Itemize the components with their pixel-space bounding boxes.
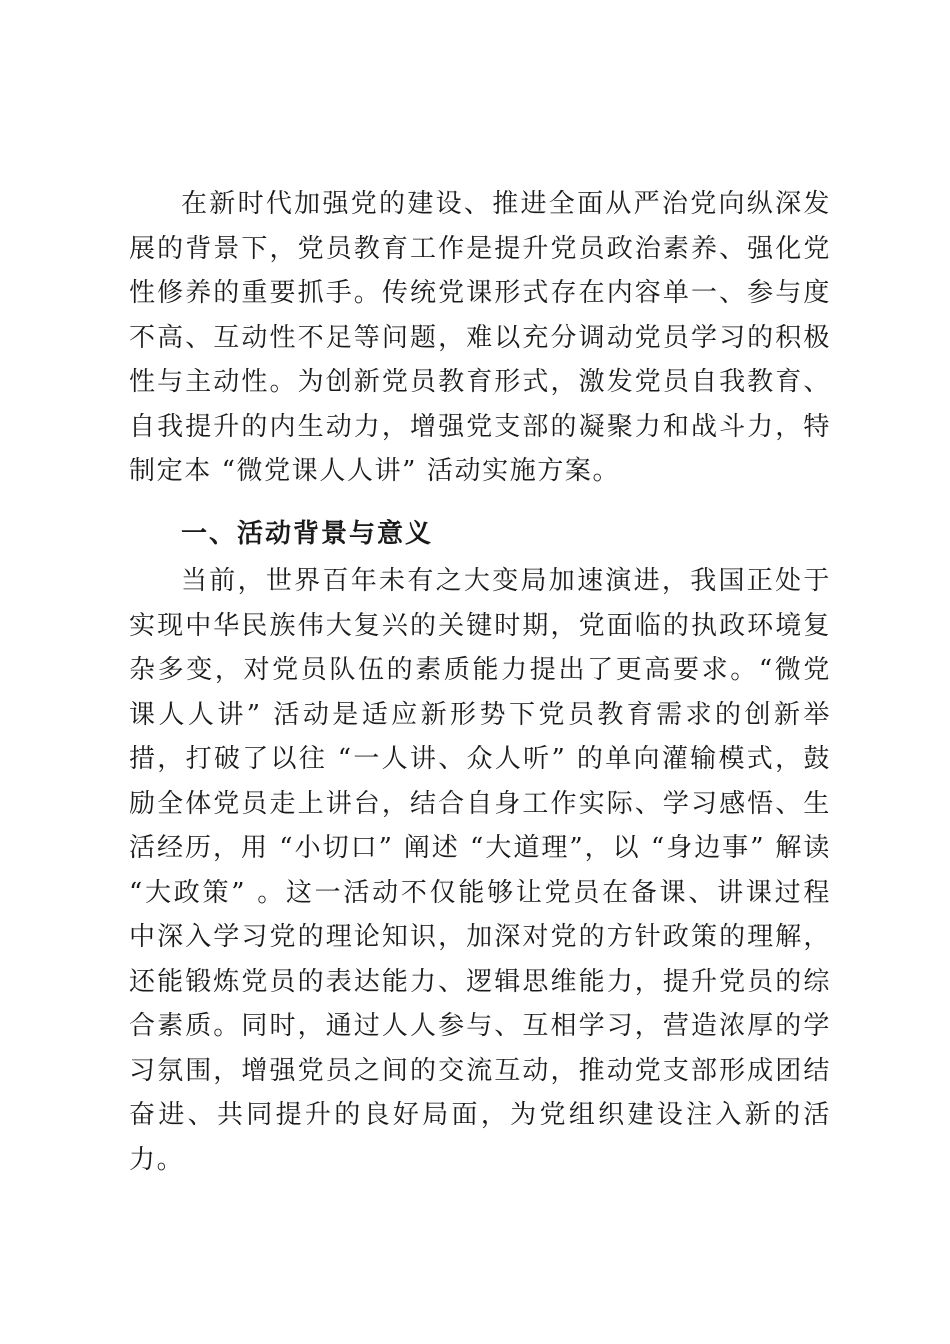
background-paragraph: 当前，世界百年未有之大变局加速演进，我国正处于实现中华民族伟大复兴的关键时期，党面临的执政环境复杂多变，对党员队伍的素质能力提出了更高要求。“微党课人人讲” 活动是适应新形势下党员教育需求的创新举措，打破了以往 “一人讲、众人听” 的单向灌输模式，鼓励全体党员走上讲台，结合自身工作实际、学习感悟、生活经历，用 “小切口” 阐述 “大道理”，以 “身边事” 解读 “大政策” 。这一活动不仅能够让党员在备课、讲课过程中深入学习党的理论知识，加深对党的方针政策的理解，还能锻炼党员的表达能力、逻辑思维能力，提升党员的综合素质。同时，通过人人参与、互相学习，营造浓厚的学习氛围，增强党员之间的交流互动，推动党支部形成团结奋进、共同提升的良好局面，为党组织建设注入新的活力。 xyxy=(129,566,831,1175)
document-body xyxy=(129,182,831,1182)
intro-paragraph: 在新时代加强党的建设、推进全面从严治党向纵深发展的背景下，党员教育工作是提升党员政治素养、强化党性修养的重要抓手。传统党课形式存在内容单一、参与度不高、互动性不足等问题，难以充分调动党员学习的积极性与主动性。为创新党员教育形式，激发党员自我教育、自我提升的内生动力，增强党支部的凝聚力和战斗力，特制定本 “微党课人人讲” 活动实施方案。 xyxy=(129,189,831,486)
section-heading: 一、活动背景与意义 xyxy=(181,518,434,549)
